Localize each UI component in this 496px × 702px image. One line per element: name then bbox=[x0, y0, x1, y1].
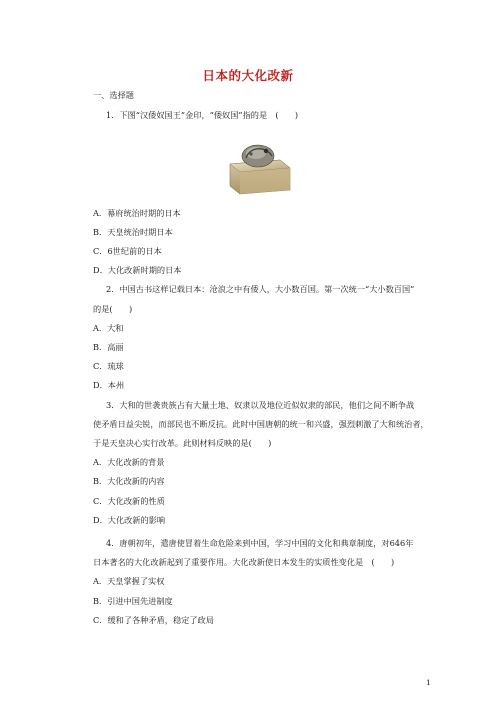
question-3-stem-line-3: 于是天皇决心实行改革。此则材料反映的是( ) bbox=[93, 438, 272, 448]
gold-seal-image bbox=[220, 134, 298, 196]
question-2-option-a: A．大和 bbox=[93, 323, 124, 333]
question-3-option-a: A．大化改新的背景 bbox=[93, 457, 165, 467]
page-number: 1 bbox=[426, 678, 431, 687]
question-4-option-b: B．引进中国先进制度 bbox=[93, 596, 173, 606]
question-4-stem-line-2: 日本著名的大化改新起到了重要作用。大化改新使日本发生的实质性变化是 ( ) bbox=[93, 557, 395, 567]
question-1-option-a: A．幕府统治时期的日本 bbox=[93, 208, 181, 218]
question-3-option-c: C．大化改新的性质 bbox=[93, 496, 165, 506]
section-heading: 一、选择题 bbox=[93, 90, 134, 100]
question-3-stem-line-1: 3．大和的世袭贵族占有大量土地、奴隶以及地位近似奴隶的部民，他们之间不断争战 bbox=[106, 400, 415, 410]
question-2-option-d: D．本州 bbox=[93, 380, 125, 390]
question-2-stem-line-2: 的是( ) bbox=[93, 304, 133, 314]
question-2-stem-line-1: 2．中国古书这样记载日本：沧浪之中有倭人，大小数百国。第一次统一“大小数百国” bbox=[106, 284, 415, 294]
question-3-stem-line-2: 使矛盾日益尖锐，而部民也不断反抗。此时中国唐朝的统一和兴盛，强烈刺激了大和统治者， bbox=[93, 419, 429, 429]
question-1-option-b: B．天皇统治时期日本 bbox=[93, 227, 173, 237]
question-1-option-d: D．大化改新时期的日本 bbox=[93, 265, 182, 275]
question-2-option-c: C．琉球 bbox=[93, 361, 124, 371]
document-title: 日本的大化改新 bbox=[202, 68, 294, 83]
question-4-stem-line-1: 4．唐朝初年，遣唐使冒着生命危险来到中国，学习中国的文化和典章制度，对646年 bbox=[106, 538, 414, 548]
question-3-option-b: B．大化改新的内容 bbox=[93, 476, 165, 486]
question-1-stem: 1．下图“汉倭奴国王”金印，“倭奴国”指的是 ( ) bbox=[106, 110, 299, 120]
question-3-option-d: D．大化改新的影响 bbox=[93, 515, 166, 525]
question-1-option-c: C．6世纪前的日本 bbox=[93, 246, 162, 256]
question-4-option-c: C．缓和了各种矛盾，稳定了政局 bbox=[93, 615, 214, 625]
question-4-option-a: A．天皇掌握了实权 bbox=[93, 576, 165, 586]
question-2-option-b: B．高丽 bbox=[93, 342, 124, 352]
